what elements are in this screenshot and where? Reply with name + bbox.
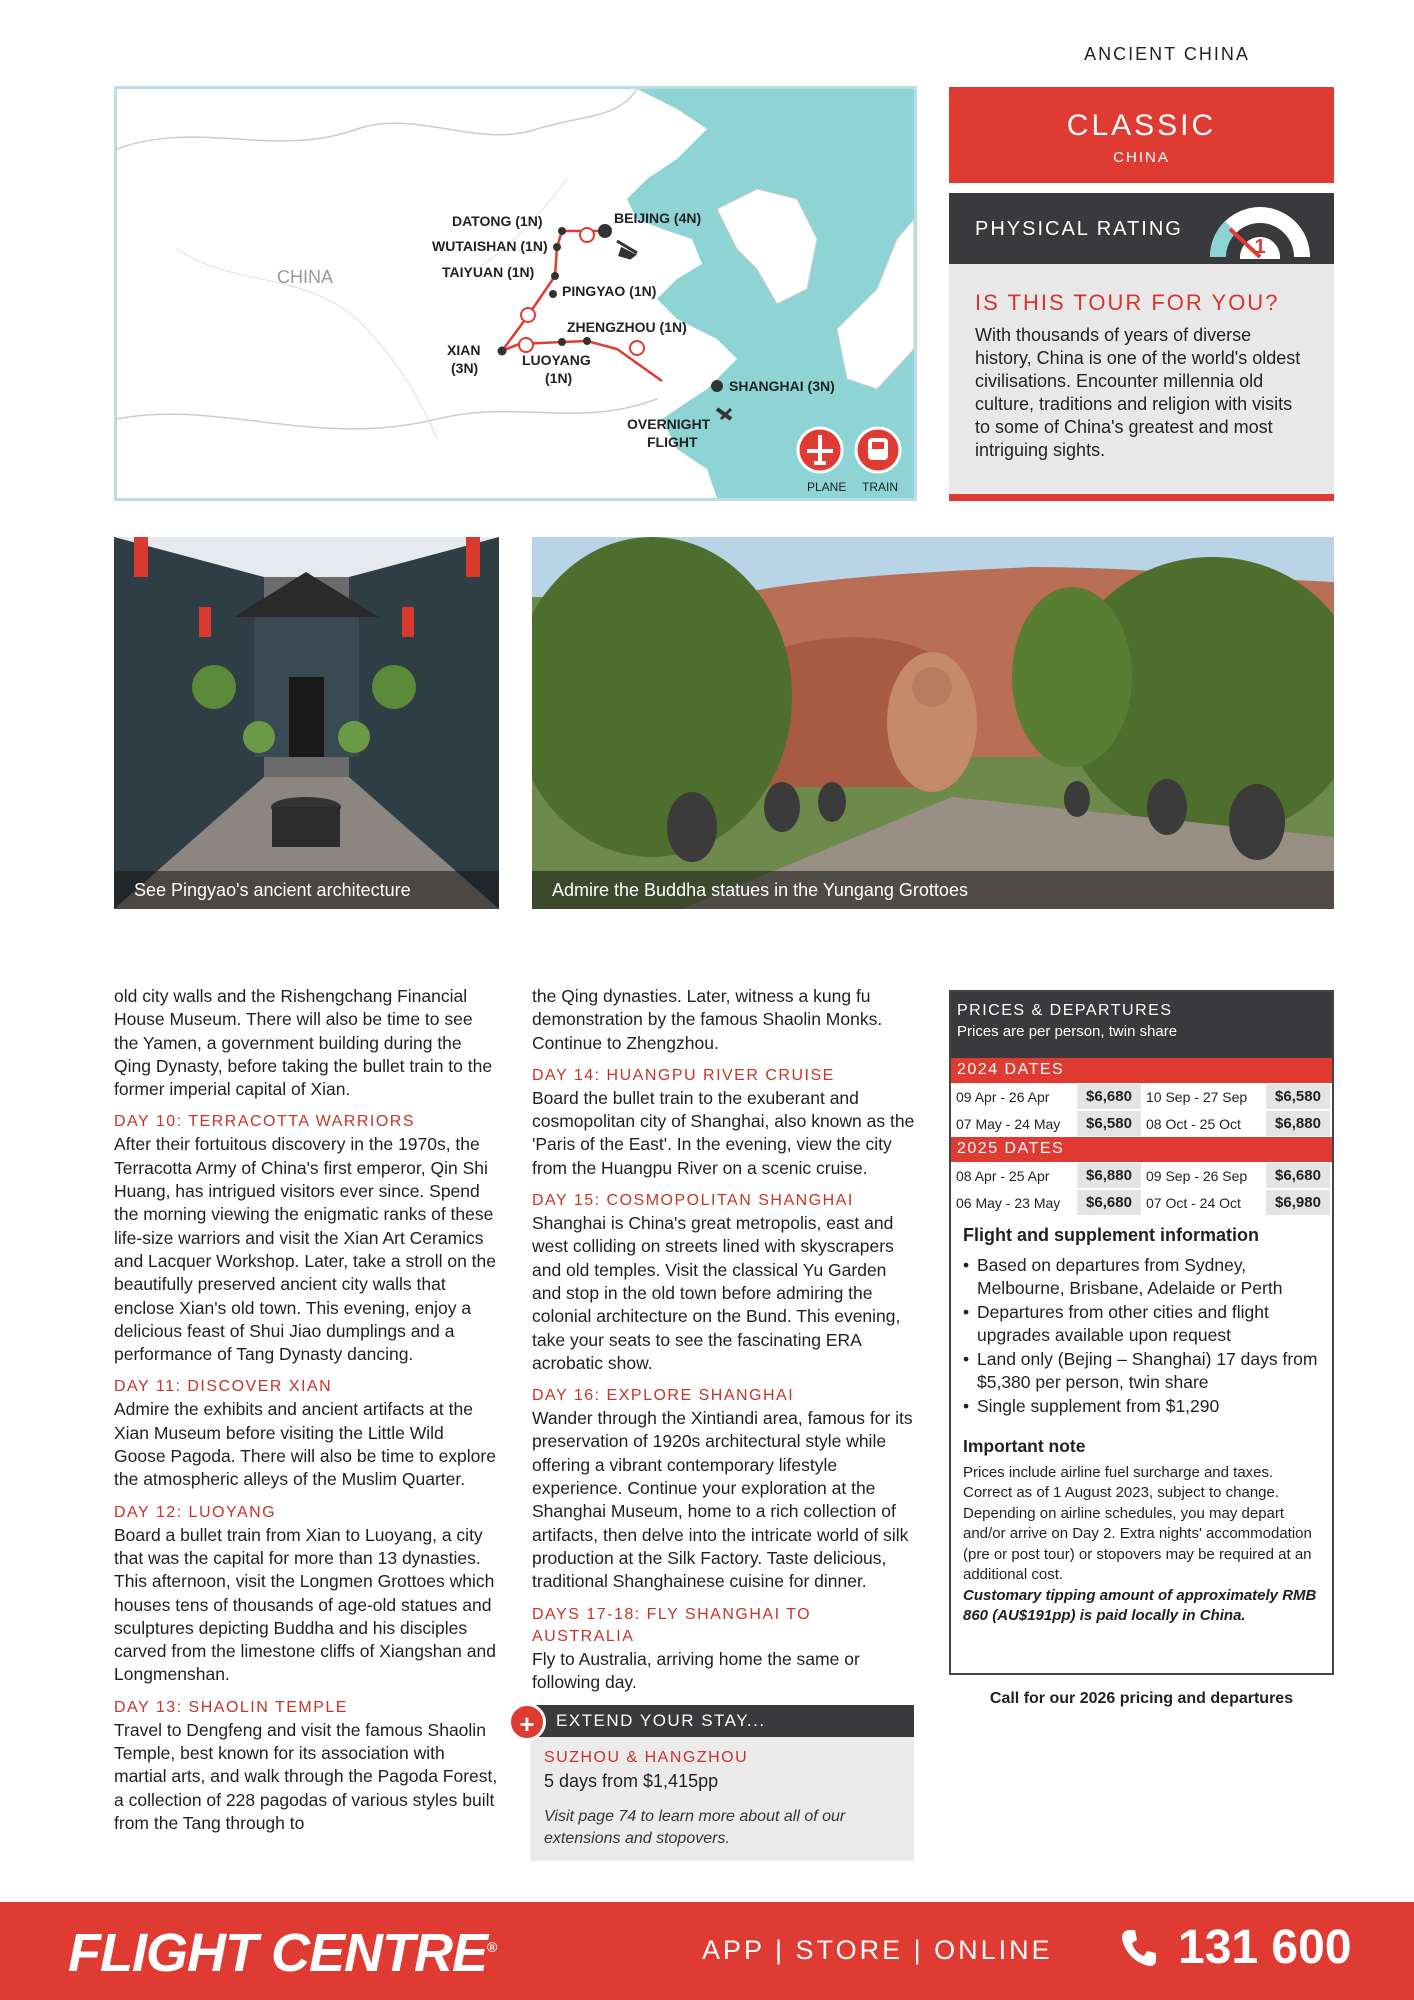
- prices-title: PRICES & DEPARTURES: [957, 1002, 1173, 1019]
- stop-label-taiyuan: TAIYUAN (1N): [442, 264, 535, 280]
- price-row: [951, 1189, 1332, 1216]
- stop-label-zhengzhou: ZHENGZHOU (1N): [567, 319, 687, 335]
- phone-number[interactable]: [1120, 1920, 1352, 1975]
- day-heading: DAY 12: LUOYANG: [114, 1503, 277, 1521]
- country-label: CHINA: [277, 267, 334, 287]
- price-row: [951, 1162, 1332, 1189]
- day-heading: DAY 11: DISCOVER XIAN: [114, 1378, 333, 1396]
- itinerary-text: After their fortuitous discovery in the 1970s, the Terracotta Army of China's first emperor, Qin Shi Huang, has intrigued visitors ever since. Spend the morning viewing the enigmatic ranks of these life-size warriors and visit the Xian Art Ceramics and Lacquer Workshop. Later, take a stroll on the beautifully preserved ancient city walls that enclose Xian's old town. This evening, enjoy a delicious feast of Shui Jiao dumplings and a performance of Tang Dynasty dancing.: [114, 1134, 496, 1365]
- departure-date: 09 Sep - 26 Sep: [1146, 1167, 1248, 1184]
- price-value: $6,880: [1077, 1163, 1141, 1188]
- day-heading: DAY 14: HUANGPU RIVER CRUISE: [532, 1066, 835, 1084]
- photo-pingyao: [114, 537, 499, 909]
- price-row: [951, 1083, 1332, 1110]
- price-value: $6,980: [1266, 1190, 1330, 1215]
- brand-name: FLIGHT CENTRE: [68, 1923, 487, 1983]
- photo-yungang: [532, 537, 1334, 909]
- day-heading: DAY 13: SHAOLIN TEMPLE: [114, 1698, 348, 1716]
- itinerary-text: Wander through the Xintiandi area, famous for its preservation of 1920s architectural style while offering a vibrant contemporary lifestyle experience. Continue your exploration at the Shanghai Museum, home to a rich collection of artifacts, then delve into the intricate world of silk production at the Silk Factory. Taste delicious, traditional Shanghainese cuisine for dinner.: [532, 1408, 913, 1592]
- price-value: $6,880: [1266, 1111, 1330, 1136]
- year-header: 2025 DATES: [951, 1137, 1332, 1162]
- itinerary-text: the Qing dynasties. Later, witness a kung fu demonstration by the famous Shaolin Monks. Continue to Zhengzhou.: [532, 986, 883, 1053]
- tour-title-box: [949, 87, 1334, 183]
- tipping-note: Customary tipping amount of approximately RMB 860 (AU$191pp) is paid locally in China.: [963, 1586, 1317, 1624]
- flight-label: FLIGHT: [647, 434, 698, 450]
- stop-label-shanghai: SHANGHAI (3N): [729, 378, 835, 394]
- stop-label-luoyang-nights: (1N): [545, 370, 573, 386]
- overnight-label: OVERNIGHT: [627, 416, 711, 432]
- stop-label-luoyang: LUOYANG: [522, 352, 591, 368]
- route-map: [114, 86, 917, 501]
- departure-date: 08 Apr - 25 Apr: [956, 1167, 1050, 1184]
- footer-links[interactable]: APP | STORE | ONLINE: [702, 1935, 1053, 1965]
- phone-icon: [1120, 1928, 1158, 1968]
- price-value: $6,680: [1266, 1163, 1330, 1188]
- flight-info-title: Flight and supplement information: [963, 1225, 1259, 1245]
- prices-subtitle: Prices are per person, twin share: [957, 1023, 1178, 1040]
- price-value: $6,580: [1266, 1084, 1330, 1109]
- important-note: [951, 1418, 1332, 1627]
- important-note-body: Prices include airline fuel surcharge and taxes. Correct as of 1 August 2023, subject to change. Depending on airline schedules, you may depart and/or arrive on Day 2. Extra nights' accommodation (pre or post tour) or stopovers may be required at an additional cost.: [963, 1463, 1312, 1583]
- day-heading: DAY 10: TERRACOTTA WARRIORS: [114, 1113, 415, 1131]
- photo-caption: Admire the Buddha statues in the Yungang Grottoes: [532, 871, 1334, 909]
- stop-label-beijing: BEIJING (4N): [614, 210, 702, 226]
- extend-stay-box: [519, 1705, 914, 1861]
- flight-info-item: • Departures from other cities and flight upgrades available upon request: [963, 1301, 1322, 1348]
- photo-caption: See Pingyao's ancient architecture: [114, 871, 499, 909]
- flight-supplement-info: [951, 1216, 1332, 1418]
- section-header: ANCIENT CHINA: [1084, 44, 1250, 64]
- yungang-image: [532, 537, 1334, 909]
- departure-date: 08 Oct - 25 Oct: [1146, 1115, 1241, 1132]
- river-line: [117, 399, 657, 429]
- call-for-pricing: Call for our 2026 pricing and departures: [989, 1690, 1294, 1707]
- prices-box: [949, 990, 1334, 1675]
- brand-logo[interactable]: [68, 1922, 496, 1984]
- stop-label-xian-nights: (3N): [451, 360, 479, 376]
- itinerary-text: old city walls and the Rishengchang Financial House Museum. There will also be time to see the Yamen, a government building during the Qing Dynasty, before taking the bullet train to the former imperial capital of Xian.: [114, 986, 493, 1100]
- stop-label-wutaishan: WUTAISHAN (1N): [432, 238, 548, 254]
- departure-date: 10 Sep - 27 Sep: [1146, 1088, 1248, 1105]
- price-value: $6,580: [1077, 1111, 1141, 1136]
- price-value: $6,680: [1077, 1084, 1141, 1109]
- extension-price: 5 days from $1,415pp: [544, 1771, 719, 1791]
- stop-label-xian: XIAN: [447, 342, 481, 358]
- plus-icon: +: [508, 1703, 546, 1741]
- flight-info-item: • Land only (Bejing – Shanghai) 17 days from $5,380 per person, twin share: [963, 1348, 1322, 1395]
- rating-gauge-icon: [1206, 199, 1314, 259]
- tour-subtitle: CHINA: [1113, 149, 1170, 166]
- price-value: $6,680: [1077, 1190, 1141, 1215]
- stop-label-pingyao: PINGYAO (1N): [562, 283, 657, 299]
- physical-rating-bar: [949, 193, 1334, 264]
- flight-info-item: • Single supplement from $1,290: [963, 1395, 1322, 1419]
- intro-body: With thousands of years of diverse history, China is one of the world's oldest civilisations. Encounter millennia old culture, traditions and religion with visits to some of China's greatest and most intriguing sights.: [975, 325, 1301, 460]
- legend-plane-label: PLANE: [807, 480, 847, 494]
- prices-header: [951, 992, 1332, 1058]
- year-header: 2024 DATES: [951, 1058, 1332, 1083]
- footer-banner: [0, 1902, 1414, 2000]
- itinerary-text: Travel to Dengfeng and visit the famous Shaolin Temple, best known for its association with martial arts, and walk through the Pagoda Forest, a collection of 228 pagodas of various styles built from the Tang through to: [114, 1719, 498, 1833]
- itinerary-text: Shanghai is China's great metropolis, east and west colliding on streets lined with skyscrapers and old temples. Visit the classical Yu Garden and stop in the old town before admiring the colonial architecture on the Bund. This evening, take your seats to see the fascinating ERA acrobatic show.: [532, 1213, 901, 1373]
- registered-mark: ®: [486, 1939, 497, 1955]
- stop-label-datong: DATONG (1N): [452, 213, 543, 229]
- price-row: [951, 1110, 1332, 1137]
- itinerary-column-1: [114, 985, 499, 1835]
- phone-number-text: 131 600: [1178, 1921, 1352, 1974]
- intro-box: [949, 264, 1334, 501]
- extend-bar: EXTEND YOUR STAY...: [530, 1705, 914, 1737]
- tour-title: CLASSIC: [1066, 109, 1217, 142]
- itinerary-text: Fly to Australia, arriving home the same or following day.: [532, 1648, 860, 1692]
- day-heading: DAY 15: COSMOPOLITAN SHANGHAI: [532, 1192, 854, 1210]
- day-heading: DAYS 17-18: FLY SHANGHAI TO AUSTRALIA: [532, 1605, 812, 1645]
- flight-info-item: • Based on departures from Sydney, Melbourne, Brisbane, Adelaide or Perth: [963, 1254, 1322, 1301]
- legend-train-icon: [856, 428, 900, 472]
- rating-value: 1: [1254, 236, 1266, 258]
- legend-train-label: TRAIN: [862, 480, 898, 494]
- pingyao-image: [114, 537, 499, 909]
- day-heading: DAY 16: EXPLORE SHANGHAI: [532, 1387, 795, 1405]
- map-svg: [117, 89, 914, 498]
- border-line: [117, 89, 637, 149]
- itinerary-text: Board a bullet train from Xian to Luoyang, a city that was the capital for more than 13 dynasties. This afternoon, visit the Longmen Grottoes which houses tens of thousands of age-old statues and sculptures depicting Buddha and his disciples carved from the limestone cliffs of Xiangshan and Longmenshan.: [114, 1524, 496, 1685]
- itinerary-column-2: [532, 985, 917, 1694]
- itinerary-text: Admire the exhibits and ancient artifacts at the Xian Museum before visiting the Little Wild Goose Pagoda. There will also be time to explore the atmospheric alleys of the Muslim Quarter.: [114, 1399, 496, 1490]
- departure-date: 07 Oct - 24 Oct: [1146, 1194, 1241, 1211]
- intro-heading: IS THIS TOUR FOR YOU?: [975, 290, 1280, 315]
- itinerary-text: Board the bullet train to the exuberant and cosmopolitan city of Shanghai, also known as the 'Paris of the East'. In the evening, view the city from the Huangpu River on a scenic cruise.: [532, 1087, 915, 1178]
- departure-date: 09 Apr - 26 Apr: [956, 1088, 1050, 1105]
- important-note-title: Important note: [963, 1436, 1086, 1456]
- departure-date: 06 May - 23 May: [956, 1194, 1061, 1211]
- extension-info: Visit page 74 to learn more about all of our extensions and stopovers.: [544, 1808, 846, 1847]
- physical-rating-label: PHYSICAL RATING: [975, 218, 1183, 240]
- departure-date: 07 May - 24 May: [956, 1115, 1061, 1132]
- extension-title: SUZHOU & HANGZHOU: [544, 1749, 749, 1766]
- legend-plane-icon: [798, 428, 842, 472]
